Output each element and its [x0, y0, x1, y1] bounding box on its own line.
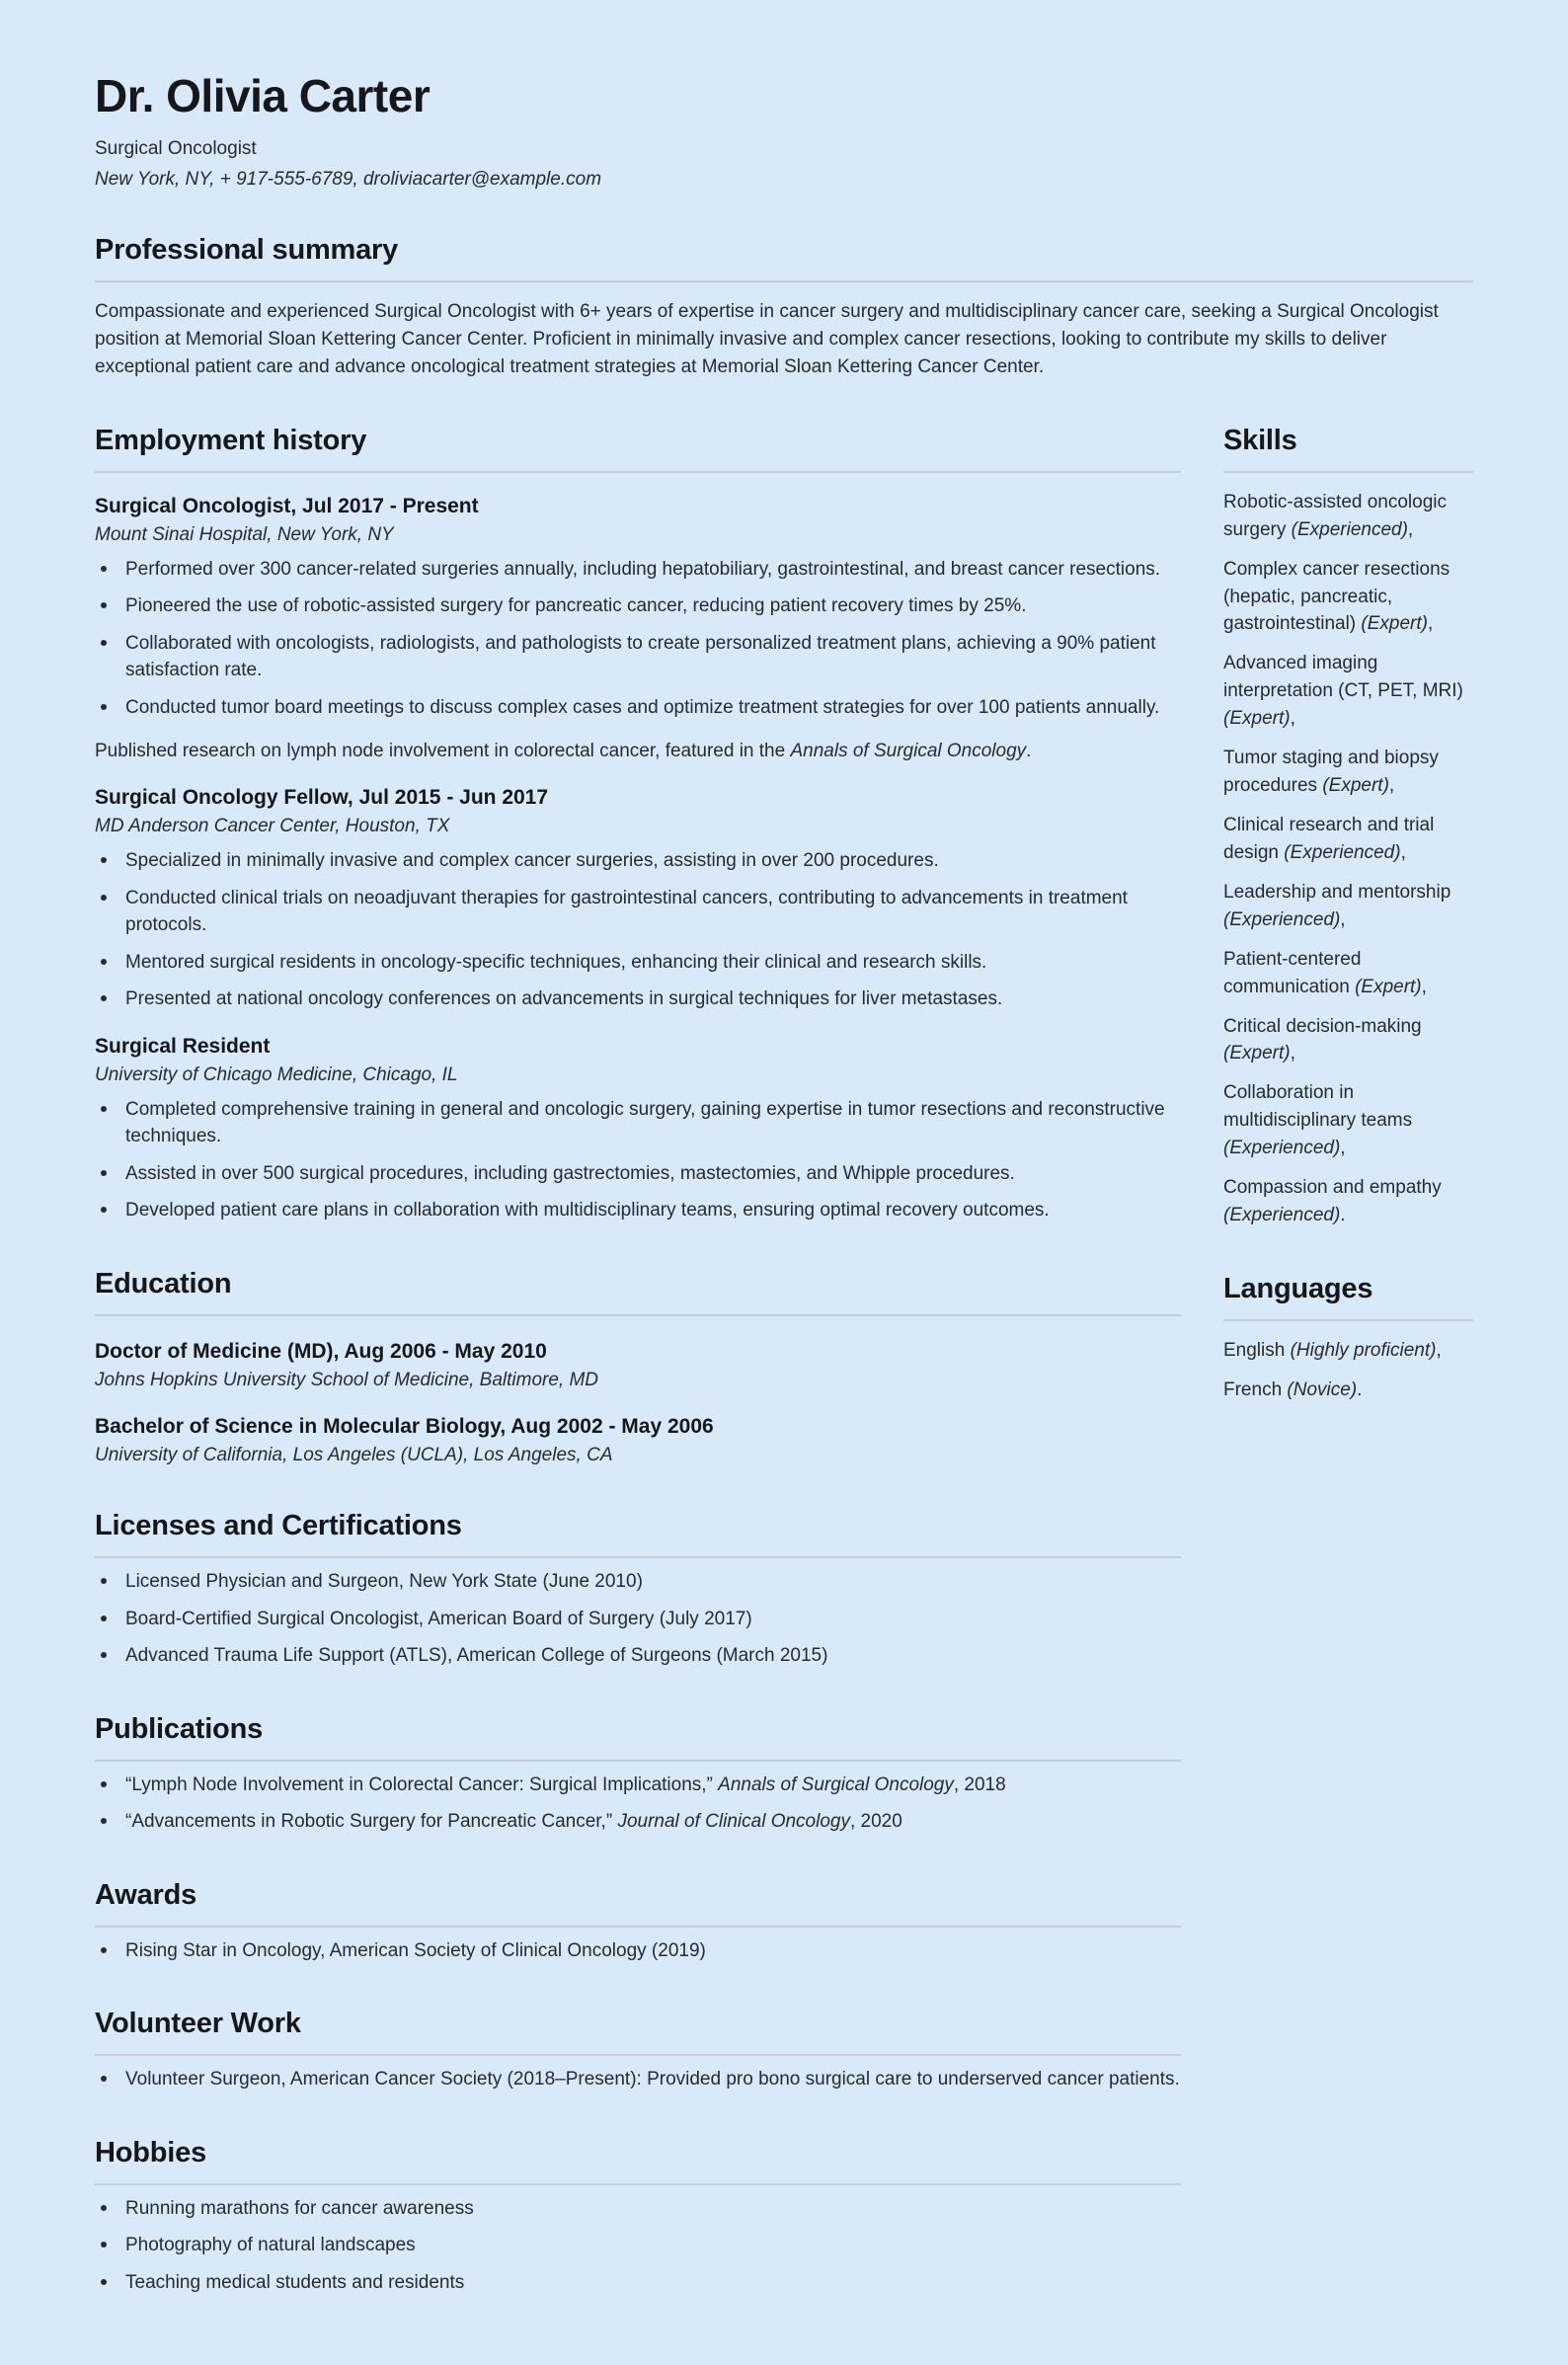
skill-name: Collaboration in multidisciplinary teams	[1223, 1082, 1413, 1132]
section-publications	[95, 1713, 1181, 1836]
language-item	[1223, 1377, 1473, 1404]
professional-summary-text: Compassionate and experienced Surgical Oncologist with 6+ years of expertise in cancer surgery and multidisciplinary cancer care, seeking a Surgical Oncologist position at Memorial Sloan Kettering Cancer Center. Proficient in minimally invasive and complex cancer resections, looking to contribute my skills to deliver exceptional patient care and advance oncological treatment strategies at Memorial Sloan Kettering Cancer Center.	[95, 301, 1439, 377]
skill-separator: ,	[1290, 1043, 1295, 1064]
sidebar	[1223, 381, 1473, 1416]
bullet-item: Assisted in over 500 surgical procedures, including gastrectomies, mastectomies, and Whipple procedures.	[95, 1160, 1181, 1188]
bullet-item: Mentored surgical residents in oncology-specific techniques, enhancing their clinical and research skills.	[95, 949, 1181, 977]
section-heading-languages: Languages	[1223, 1273, 1473, 1321]
hobby-item: Teaching medical students and residents	[95, 2269, 1181, 2297]
section-heading-volunteer-work: Volunteer Work	[95, 2008, 1181, 2056]
publication-title: “Lymph Node Involvement in Colorectal Cancer: Surgical Implications,”	[125, 1774, 713, 1795]
bullet-item: Developed patient care plans in collaboration with multidisciplinary teams, ensuring optimal recovery outcomes.	[95, 1197, 1181, 1224]
section-hobbies	[95, 2137, 1181, 2297]
job-title: Surgical Oncology Fellow, Jul 2015 - Jun 2017	[95, 786, 549, 810]
skill-name: Robotic-assisted oncologic surgery	[1223, 491, 1448, 540]
section-awards	[95, 1879, 1181, 1965]
skill-separator: .	[1340, 1205, 1346, 1226]
section-education	[95, 1268, 1181, 1466]
job-entry	[95, 1035, 1181, 1224]
job-bullet-list	[95, 847, 1181, 1013]
degree-entry	[95, 1340, 1181, 1391]
licenses-list	[95, 1568, 1181, 1670]
skill-name: Compassion and empathy	[1223, 1177, 1442, 1199]
skill-level: (Expert)	[1223, 1043, 1291, 1064]
skill-level: (Expert)	[1355, 976, 1422, 997]
job-company: Mount Sinai Hospital, New York, NY	[95, 523, 394, 545]
job-note-suffix: .	[1026, 740, 1032, 761]
job-note	[95, 738, 1181, 765]
hobby-item: Photography of natural landscapes	[95, 2232, 1181, 2259]
section-licenses	[95, 1510, 1181, 1670]
skill-item	[1223, 1079, 1473, 1162]
skill-level: (Expert)	[1223, 708, 1291, 730]
language-separator: .	[1357, 1379, 1363, 1400]
skill-level: (Experienced)	[1223, 908, 1341, 930]
bullet-item: Performed over 300 cancer-related surgeries annually, including hepatobiliary, gastrointestinal, and breast cancer resections.	[95, 556, 1181, 584]
skill-item	[1223, 650, 1473, 733]
section-heading-publications: Publications	[95, 1713, 1181, 1762]
person-job-title: Surgical Oncologist	[95, 138, 257, 159]
skill-level: (Expert)	[1361, 613, 1428, 635]
section-heading-professional-summary: Professional summary	[95, 234, 1473, 282]
skill-name: Tumor staging and biopsy procedures	[1223, 748, 1439, 797]
skill-separator: ,	[1400, 841, 1406, 863]
degree-school: University of California, Los Angeles (UCLA), Los Angeles, CA	[95, 1444, 613, 1465]
section-heading-employment-history: Employment history	[95, 425, 1181, 473]
skill-name: Critical decision-making	[1223, 1015, 1422, 1037]
section-heading-awards: Awards	[95, 1879, 1181, 1928]
skill-separator: ,	[1407, 518, 1414, 540]
publication-year: , 2018	[953, 1774, 1006, 1795]
job-title: Surgical Resident	[95, 1034, 271, 1058]
bullet-item: Collaborated with oncologists, radiologists, and pathologists to create personalized treatment plans, achieving a 90% patient satisfaction rate.	[95, 630, 1181, 684]
section-employment-history	[95, 425, 1181, 1224]
skill-item	[1223, 812, 1473, 867]
bullet-item: Completed comprehensive training in general and oncologic surgery, gaining expertise in tumor resections and reconstructive techniques.	[95, 1096, 1181, 1150]
volunteer-list	[95, 2066, 1181, 2093]
section-heading-hobbies: Hobbies	[95, 2137, 1181, 2185]
main-column	[95, 381, 1181, 2307]
job-title: Surgical Oncologist, Jul 2017 - Present	[95, 494, 479, 517]
language-name: French	[1223, 1379, 1283, 1400]
job-note-text: Published research on lymph node involvement in colorectal cancer, featured in the	[95, 740, 786, 761]
license-item: Licensed Physician and Surgeon, New York State (June 2010)	[95, 1568, 1181, 1596]
skill-name: Complex cancer resections (hepatic, pancreatic, gastrointestinal)	[1223, 558, 1450, 635]
bullet-item: Conducted tumor board meetings to discuss complex cases and optimize treatment strategies for over 100 patients annually.	[95, 694, 1181, 722]
skill-item	[1223, 879, 1473, 934]
hobbies-list	[95, 2195, 1181, 2297]
resume-header	[95, 69, 1473, 191]
skills-list	[1223, 489, 1473, 1229]
skill-level: (Experienced)	[1223, 1205, 1341, 1226]
skill-separator: ,	[1340, 1138, 1346, 1159]
skill-name: Patient-centered communication	[1223, 948, 1362, 997]
publication-item	[95, 1772, 1181, 1799]
skill-separator: ,	[1290, 708, 1295, 730]
degree-entry	[95, 1415, 1181, 1466]
skill-level: (Expert)	[1322, 775, 1389, 797]
job-company: University of Chicago Medicine, Chicago, IL	[95, 1064, 458, 1085]
language-item	[1223, 1337, 1473, 1365]
section-volunteer-work	[95, 2008, 1181, 2093]
award-item: Rising Star in Oncology, American Society of Clinical Oncology (2019)	[95, 1937, 1181, 1965]
section-skills	[1223, 425, 1473, 1229]
job-company: MD Anderson Cancer Center, Houston, TX	[95, 816, 450, 837]
skill-item	[1223, 946, 1473, 1001]
languages-list	[1223, 1337, 1473, 1404]
degree-title: Bachelor of Science in Molecular Biology, Aug 2002 - May 2006	[95, 1414, 714, 1438]
skill-separator: ,	[1388, 775, 1395, 797]
skill-name: Advanced imaging interpretation (CT, PET, MRI)	[1223, 653, 1463, 702]
awards-list	[95, 1937, 1181, 1965]
skill-level: (Experienced)	[1291, 518, 1408, 540]
publication-journal: Annals of Surgical Oncology	[718, 1774, 954, 1795]
language-level: (Novice)	[1287, 1379, 1358, 1400]
degree-school: Johns Hopkins University School of Medicine, Baltimore, MD	[95, 1369, 599, 1390]
language-separator: ,	[1436, 1339, 1442, 1361]
section-languages	[1223, 1273, 1473, 1404]
bullet-item: Presented at national oncology conferences on advancements in surgical techniques for liver metastases.	[95, 985, 1181, 1013]
skill-name: Leadership and mentorship	[1223, 881, 1451, 903]
job-note-journal: Annals of Surgical Oncology	[790, 740, 1027, 761]
section-professional-summary	[95, 234, 1473, 381]
publication-item	[95, 1808, 1181, 1836]
job-bullet-list	[95, 556, 1181, 722]
skill-name: Clinical research and trial design	[1223, 814, 1435, 863]
degree-title: Doctor of Medicine (MD), Aug 2006 - May 2010	[95, 1339, 547, 1363]
skill-level: (Experienced)	[1284, 841, 1401, 863]
bullet-item: Specialized in minimally invasive and complex cancer surgeries, assisting in over 200 procedures.	[95, 847, 1181, 875]
skill-level: (Experienced)	[1223, 1138, 1341, 1159]
skill-separator: ,	[1340, 908, 1346, 930]
job-bullet-list	[95, 1096, 1181, 1224]
section-heading-licenses: Licenses and Certifications	[95, 1510, 1181, 1558]
resume-page	[95, 69, 1473, 2306]
person-name: Dr. Olivia Carter	[95, 70, 431, 121]
license-item: Advanced Trauma Life Support (ATLS), American College of Surgeons (March 2015)	[95, 1642, 1181, 1670]
publication-year: , 2020	[849, 1811, 902, 1833]
job-entry	[95, 786, 1181, 1013]
bullet-item: Pioneered the use of robotic-assisted surgery for pancreatic cancer, reducing patient recovery times by 25%.	[95, 592, 1181, 620]
section-heading-education: Education	[95, 1268, 1181, 1316]
language-level: (Highly proficient)	[1290, 1339, 1437, 1361]
skill-separator: ,	[1421, 976, 1427, 997]
skill-item	[1223, 489, 1473, 544]
bullet-item: Conducted clinical trials on neoadjuvant therapies for gastrointestinal cancers, contributing to advancements in treatment protocols.	[95, 885, 1181, 939]
skill-item	[1223, 1174, 1473, 1229]
volunteer-item: Volunteer Surgeon, American Cancer Society (2018–Present): Provided pro bono surgical care to underserved cancer patients.	[95, 2066, 1181, 2093]
skill-item	[1223, 556, 1473, 639]
section-heading-skills: Skills	[1223, 425, 1473, 473]
skill-item	[1223, 745, 1473, 800]
license-item: Board-Certified Surgical Oncologist, American Board of Surgery (July 2017)	[95, 1606, 1181, 1633]
person-contact-line: New York, NY, + 917-555-6789, droliviacarter@example.com	[95, 169, 602, 190]
job-entry	[95, 495, 1181, 764]
hobby-item: Running marathons for cancer awareness	[95, 2195, 1181, 2223]
skill-separator: ,	[1427, 613, 1434, 635]
publication-journal: Journal of Clinical Oncology	[617, 1811, 850, 1833]
two-column-layout	[95, 381, 1473, 2307]
publications-list	[95, 1772, 1181, 1836]
language-name: English	[1223, 1339, 1286, 1361]
skill-item	[1223, 1013, 1473, 1068]
publication-title: “Advancements in Robotic Surgery for Pancreatic Cancer,”	[125, 1811, 613, 1833]
